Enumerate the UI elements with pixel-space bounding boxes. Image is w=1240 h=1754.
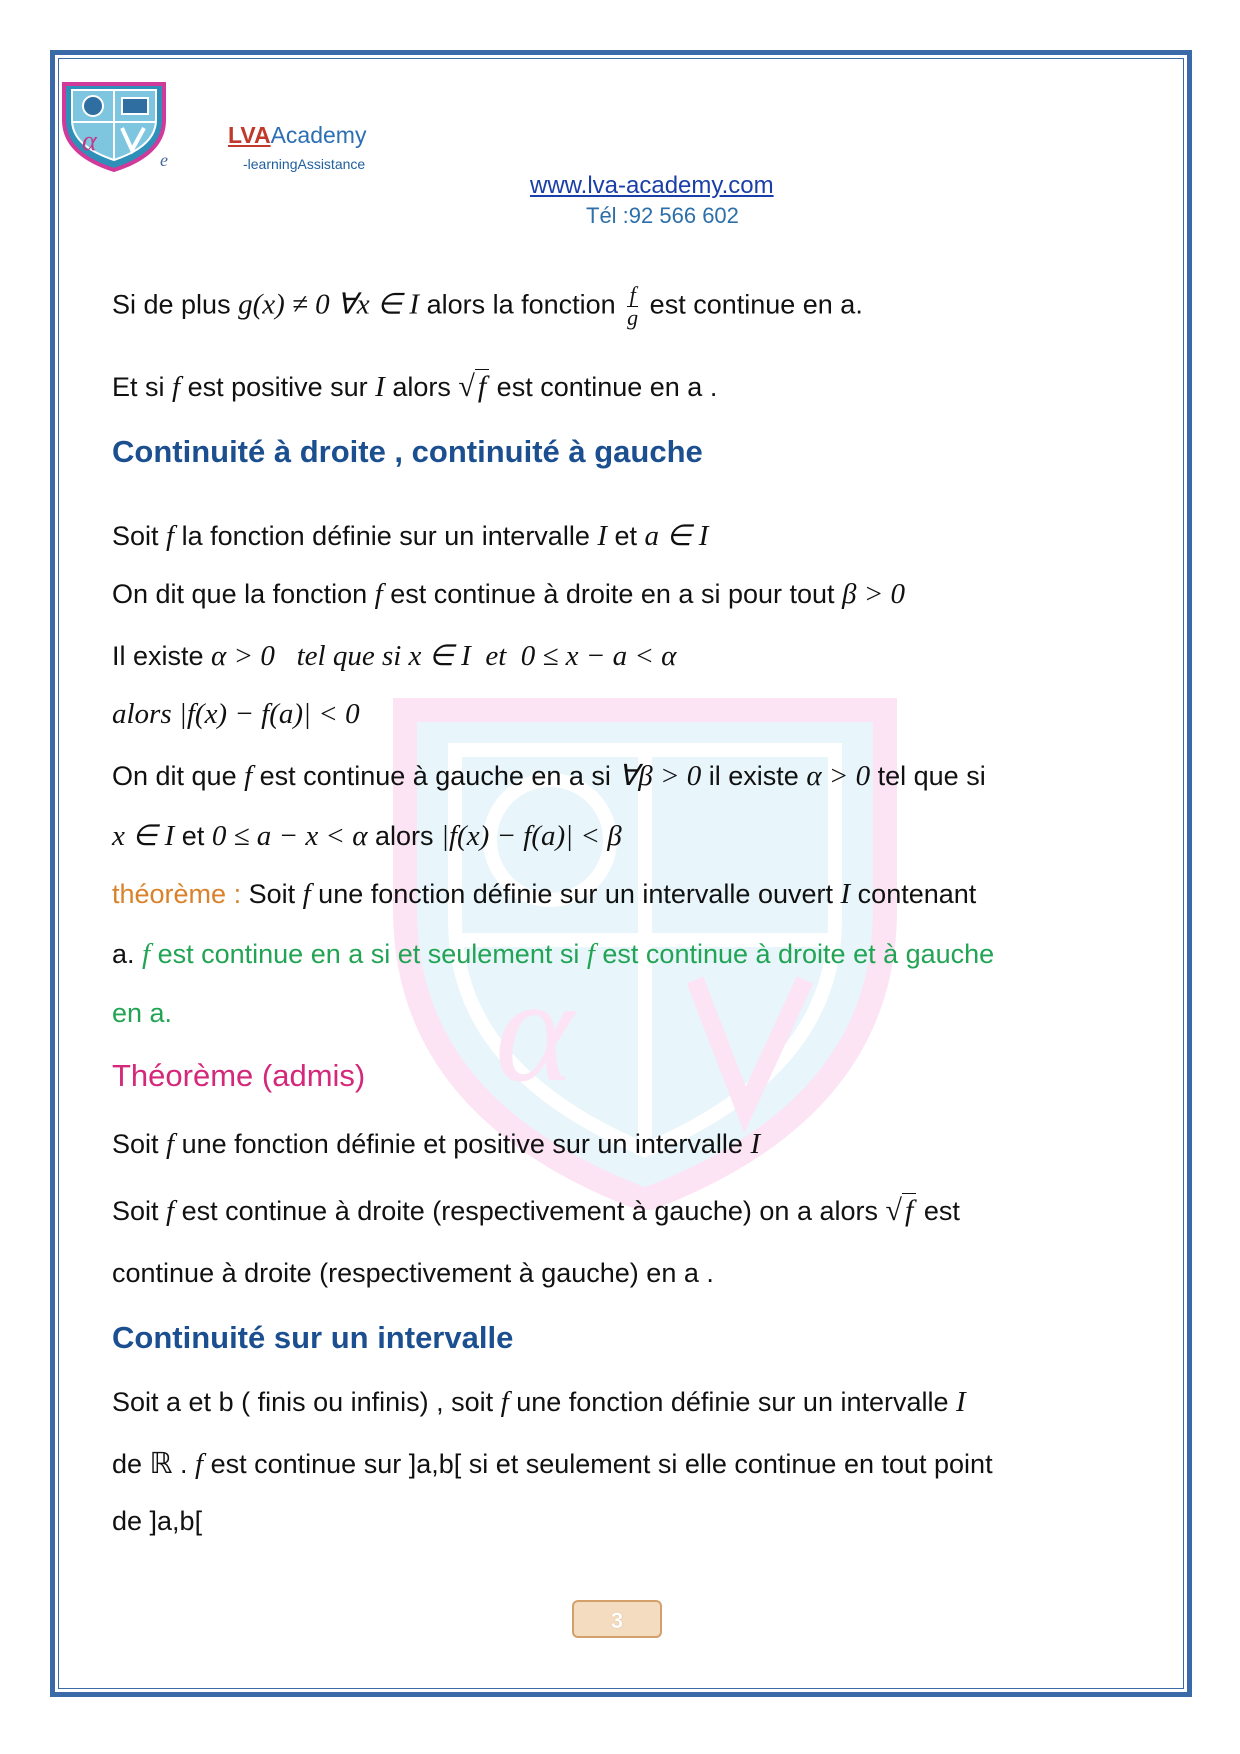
- section-heading-theoreme-admis: Théorème (admis): [112, 1058, 366, 1093]
- paragraph-line-7: On dit que f est continue à gauche en a si ∀β > 0 il existe α > 0 tel que si: [112, 760, 986, 792]
- paragraph-line-12: Soit a et b ( finis ou infinis) , soit f une fonction définie sur un intervalle I: [112, 1386, 966, 1418]
- paragraph-line-3: Soit f la fonction définie sur un intervalle I et a ∈ I: [112, 520, 709, 552]
- paragraph-line-11: continue à droite (respectivement à gauche) en a .: [112, 1258, 714, 1288]
- paragraph-line-6: alors |f(x) − f(a)| < 0: [112, 698, 360, 730]
- paragraph-line-1: Si de plus g(x) ≠ 0 ∀x ∈ I alors la fonction $\frac{f}{g}$ est continue en a.: [112, 282, 863, 330]
- paragraph-line-10: Soit f est continue à droite (respectivement à gauche) on a alors √ f est: [112, 1194, 960, 1227]
- theorem-line-1: théorème : Soit f une fonction définie sur un intervalle ouvert I contenant: [112, 878, 977, 910]
- website-link[interactable]: www.lva-academy.com: [530, 172, 774, 199]
- theorem-line-2: a. f est continue en a si et seulement si f est continue à droite et à gauche: [112, 938, 995, 970]
- paragraph-line-9: Soit f une fonction définie et positive sur un intervalle I: [112, 1128, 761, 1160]
- svg-text:α: α: [82, 126, 97, 157]
- brand-lva: LVA: [228, 122, 271, 148]
- section-heading-continuite-intervalle: Continuité sur un intervalle: [112, 1320, 514, 1355]
- section-heading-continuite-droite-gauche: Continuité à droite , continuité à gauche: [112, 434, 703, 469]
- academy-logo-icon: [60, 80, 168, 172]
- page-number-badge: 3: [572, 1600, 662, 1638]
- brand-tagline: -learningAssistance: [243, 156, 366, 172]
- brand-name: [228, 122, 366, 149]
- paragraph-line-14: de ]a,b[: [112, 1506, 203, 1536]
- phone-number: Tél :92 566 602: [586, 203, 739, 228]
- fraction-f-over-g: $\frac{f}{g}$: [627, 282, 639, 330]
- sqrt-f: √ f: [458, 370, 489, 404]
- sqrt-f: √ f: [886, 1194, 917, 1228]
- brand-e-mark: e: [160, 150, 168, 170]
- paragraph-line-2: Et si f est positive sur I alors √ f est continue en a .: [112, 370, 718, 403]
- paragraph-line-4: On dit que la fonction f est continue à droite en a si pour tout β > 0: [112, 578, 906, 610]
- paragraph-line-5: Il existe α > 0 tel que si x ∈ I et 0 ≤ x − a < α: [112, 640, 677, 672]
- paragraph-line-8: x ∈ I et 0 ≤ a − x < α alors |f(x) − f(a)| < β: [112, 820, 622, 852]
- theorem-line-3: en a.: [112, 998, 173, 1028]
- brand-academy: Academy: [270, 122, 367, 148]
- svg-text:α: α: [495, 947, 574, 1113]
- paragraph-line-13: de ℝ . f est continue sur ]a,b[ si et seulement si elle continue en tout point: [112, 1448, 993, 1480]
- theorem-label: théorème :: [112, 879, 249, 909]
